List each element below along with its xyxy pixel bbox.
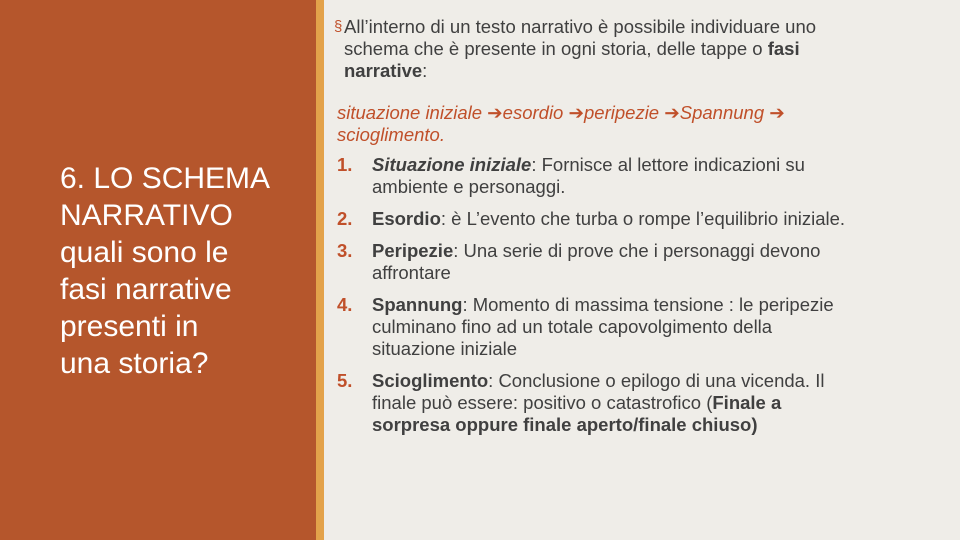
item-bold: sorpresa oppure finale aperto/finale chiuso) <box>372 414 758 435</box>
list-item <box>334 154 944 198</box>
title-line: presenti in <box>60 310 199 343</box>
item-line <box>372 240 944 262</box>
section-sign-icon: § <box>334 18 343 35</box>
right-arrow-icon: ➔ <box>487 102 503 123</box>
item-number: 1. <box>337 154 353 175</box>
item-line <box>372 414 944 436</box>
item-number: 5. <box>337 370 353 391</box>
item-label: Esordio <box>372 208 441 229</box>
right-arrow-icon: ➔ <box>664 102 680 123</box>
item-sep: : <box>488 370 499 391</box>
phase-list <box>334 154 944 436</box>
item-text: Una serie di prove che i personaggi devono <box>463 240 821 261</box>
item-line: culminano fino ad un totale capovolgimento della <box>372 316 773 337</box>
phase-label: esordio <box>502 102 569 123</box>
item-label: Spannung <box>372 294 463 315</box>
item-label: Situazione iniziale <box>372 154 532 175</box>
title-line: NARRATIVO <box>60 199 233 232</box>
title-line: fasi narrative <box>60 273 232 306</box>
item-label: Peripezie <box>372 240 454 261</box>
phases-line <box>337 124 944 146</box>
item-label: Scioglimento <box>372 370 489 391</box>
item-number: 4. <box>337 294 353 315</box>
item-text: Momento di massima tensione : le peripezie <box>472 294 834 315</box>
item-sep: : <box>531 154 542 175</box>
intro-bold: fasi <box>767 38 800 59</box>
right-arrow-icon: ➔ <box>769 102 785 123</box>
item-line <box>372 294 944 316</box>
list-item <box>334 208 944 230</box>
intro-text: : <box>422 60 428 81</box>
item-text: è L’evento che turba o rompe l’equilibrio iniziale. <box>451 208 846 229</box>
intro-line <box>344 60 944 82</box>
item-sep: : <box>440 208 452 229</box>
title-line: una storia? <box>60 347 209 380</box>
slide-title <box>60 160 305 382</box>
title-line: 6. LO SCHEMA <box>60 162 271 195</box>
right-arrow-icon: ➔ <box>568 102 585 123</box>
title-line: quali sono le <box>60 236 229 269</box>
item-text: Fornisce al lettore indicazioni su <box>541 154 805 175</box>
phase-label: scioglimento. <box>337 124 445 145</box>
accent-stripe <box>316 0 324 540</box>
item-number: 3. <box>337 240 353 261</box>
phases-sequence <box>334 102 944 146</box>
slide-content <box>334 16 944 446</box>
list-item <box>334 370 944 436</box>
item-line <box>372 154 944 176</box>
list-item <box>334 294 944 360</box>
intro-paragraph <box>334 16 944 82</box>
item-line: ambiente e personaggi. <box>372 176 566 197</box>
phase-label: situazione iniziale <box>337 102 488 123</box>
item-sep: : <box>462 294 473 315</box>
list-item <box>334 240 944 284</box>
item-number: 2. <box>337 208 353 229</box>
item-line: situazione iniziale <box>372 338 518 359</box>
intro-text: schema che è presente in ogni storia, delle tappe o <box>344 38 768 59</box>
item-line <box>372 370 944 392</box>
item-line <box>372 208 944 230</box>
intro-line <box>344 38 944 60</box>
item-text: Conclusione o epilogo di una vicenda. Il <box>498 370 825 391</box>
phase-label: Spannung <box>679 102 770 123</box>
phases-line <box>337 102 944 124</box>
intro-text: All’interno di un testo narrativo è possibile individuare uno <box>344 16 817 37</box>
item-sep: : <box>453 240 464 261</box>
intro-bold: narrative <box>344 60 423 81</box>
item-line: affrontare <box>372 262 451 283</box>
item-bold: Finale a <box>712 392 782 413</box>
phase-label: peripezie <box>584 102 665 123</box>
intro-line <box>344 16 944 38</box>
item-text: finale può essere: positivo o catastrofico ( <box>372 392 713 413</box>
item-line <box>372 392 944 414</box>
